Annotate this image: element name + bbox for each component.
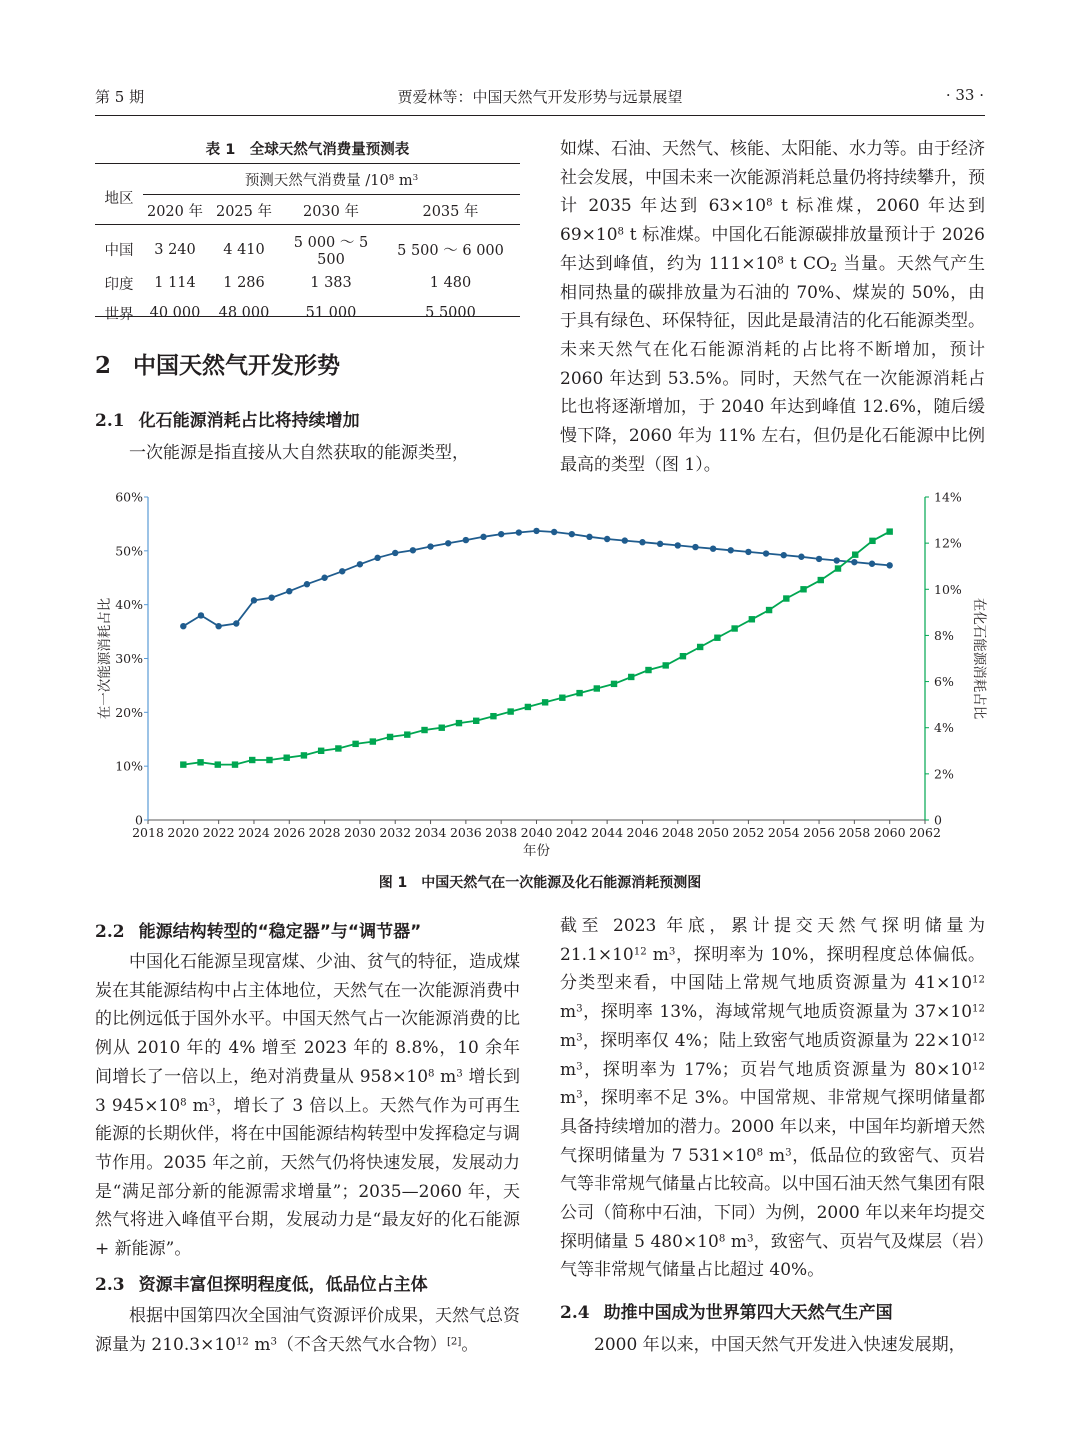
x-tick-label: 2050 — [697, 825, 729, 840]
x-tick-label: 2060 — [873, 825, 906, 840]
series-line — [183, 532, 889, 765]
left-end-text — [95, 1302, 520, 1359]
x-tick-label: 2062 — [909, 825, 941, 840]
table-cell: 5 5000 — [425, 305, 476, 321]
subsection-heading-2-4: 2.4 助推中国成为世界第四大天然气生产国 — [560, 1303, 893, 1323]
data-point-circle — [410, 547, 416, 553]
data-point-circle — [392, 550, 398, 556]
table-col-region: 地区 — [104, 191, 134, 207]
x-tick-label: 2018 — [132, 825, 164, 840]
data-point-circle — [198, 612, 204, 618]
data-point-circle — [851, 559, 857, 565]
data-point-circle — [251, 597, 257, 603]
data-point-square — [783, 595, 789, 601]
data-point-circle — [268, 594, 274, 600]
data-point-circle — [604, 536, 610, 542]
table-year: 2025 年 — [215, 204, 272, 220]
x-tick-label: 2024 — [238, 825, 270, 840]
table-cell: 48 000 — [218, 305, 270, 321]
data-point-circle — [180, 623, 186, 629]
data-point-square — [835, 565, 841, 571]
data-point-circle — [321, 575, 327, 581]
data-point-square — [249, 757, 255, 763]
data-point-square — [232, 761, 238, 767]
data-point-circle — [798, 554, 804, 560]
data-point-square — [387, 734, 393, 740]
x-tick-label: 2056 — [803, 825, 835, 840]
y-right-tick-label: 12% — [934, 535, 962, 551]
y-left-tick-label: 20% — [115, 704, 143, 720]
y-left-tick-label: 60% — [115, 489, 143, 505]
data-point-circle — [480, 534, 486, 540]
x-tick-label: 2034 — [414, 825, 447, 840]
subsection-heading-2-1: 2.1 化石能源消耗占比将持续增加 — [95, 411, 360, 431]
table-cell: 1 383 — [310, 275, 352, 291]
data-point-circle — [463, 537, 469, 543]
right-end-text — [560, 1331, 985, 1360]
running-title: 贾爱林等：中国天然气开发形势与远景展望 — [397, 88, 683, 106]
data-point-circle — [728, 547, 734, 553]
y-left-axis-title: 在一次能源消耗占比 — [97, 597, 113, 720]
data-point-square — [215, 761, 221, 767]
data-point-circle — [533, 528, 539, 534]
x-tick-label: 2046 — [626, 825, 659, 840]
data-point-circle — [498, 531, 504, 537]
x-tick-label: 2030 — [344, 825, 376, 840]
data-point-circle — [339, 568, 345, 574]
y-right-tick-label: 0 — [934, 812, 942, 828]
table-cell: 1 286 — [223, 275, 265, 291]
table-cell-region: 中国 — [104, 243, 134, 259]
data-point-circle — [304, 581, 310, 587]
data-point-square — [490, 713, 496, 719]
data-point-circle — [357, 561, 363, 567]
data-point-square — [507, 708, 513, 714]
data-point-square — [766, 607, 772, 613]
table-cell: 4 410 — [223, 241, 265, 258]
x-tick-label: 2042 — [555, 825, 588, 840]
subsection-heading-2-3: 2.3 资源丰富但探明程度低，低品位占主体 — [95, 1275, 428, 1295]
data-point-square — [301, 752, 307, 758]
data-point-square — [818, 577, 824, 583]
data-point-circle — [657, 541, 663, 547]
data-point-square — [542, 699, 548, 705]
data-point-square — [456, 720, 462, 726]
data-point-square — [335, 745, 341, 751]
data-point-circle — [427, 543, 433, 549]
data-point-circle — [551, 529, 557, 535]
table-cell: 1 114 — [154, 275, 196, 291]
data-point-circle — [781, 552, 787, 558]
right-bottom-text — [560, 912, 985, 1285]
data-point-circle — [869, 561, 875, 567]
x-tick-label: 2040 — [520, 825, 553, 840]
right-top-text — [560, 135, 985, 479]
y-right-tick-label: 4% — [934, 720, 954, 736]
paragraph: 截至 2023 年底，累计提交天然气探明储量为 $21.1\times 10^{12}$ $m^3$，探明率为 10%，探明程度总体偏低。分类型来看，中国陆上常规气地质资源量为 $41\times 10^{12}$ $m^3$，探明率 13%，海域常规气地质资源量为 $37\times 10^{12}$ $m^3$，探明率仅 4%；陆上致密气地质资源量为 $22\times 10^{12}$ $m^3$，探明率为 17%；页岩气地质资源量为 $80\times 10^{12}$ $m^3$，探明率不足 3%。中国常规、非常规气探明储量都具备持续增加的潜力。2000 年以来，中国年均新增天然气探明储量为 7 $531\times 10^8$ $m^3$，低品位的致密气、页岩气等非常规气储量占比较高。以中国石油天然气集团有限公司（简称中石油，下同）为例，2000 年以来年均提交探明储量 5 $480\times 10^8$ $m^3$，致密气、页岩气及煤层（岩）气等非常规气储量占比超过 40%。 — [560, 916, 986, 1281]
figure-caption: 图 1 中国天然气在一次能源及化石能源消耗预测图 — [378, 875, 702, 891]
x-tick-label: 2026 — [273, 825, 306, 840]
table-cell: 3 240 — [154, 241, 196, 258]
x-tick-label: 2058 — [838, 825, 871, 840]
data-point-square — [749, 616, 755, 622]
data-point-circle — [586, 534, 592, 540]
data-point-square — [594, 685, 600, 691]
data-point-square — [283, 755, 289, 761]
table-cell: 1 480 — [429, 275, 472, 291]
table-row — [95, 298, 520, 328]
paragraph: 2000 年以来，中国天然气开发进入快速发展期， — [594, 1335, 966, 1355]
data-point-circle — [834, 557, 840, 563]
left-bottom-text — [95, 948, 520, 1264]
y-right-tick-label: 6% — [934, 674, 954, 690]
table-year: 2030 年 — [302, 204, 359, 220]
x-tick-label: 2036 — [449, 825, 482, 840]
data-point-circle — [710, 545, 716, 551]
x-tick-label: 2054 — [767, 825, 800, 840]
data-point-circle — [516, 529, 522, 535]
table-top-rule — [95, 163, 520, 164]
x-tick-label: 2032 — [379, 825, 412, 840]
data-point-circle — [233, 620, 239, 626]
y-left-tick-label: 40% — [115, 597, 143, 613]
table-cell: 51 000 — [305, 305, 357, 321]
data-point-circle — [763, 550, 769, 556]
x-axis-title: 年份 — [523, 843, 550, 859]
y-right-tick-label: 2% — [934, 766, 954, 782]
data-point-square — [886, 528, 892, 534]
x-tick-label: 2038 — [485, 825, 518, 840]
table-row — [95, 231, 520, 268]
data-point-square — [628, 674, 634, 680]
y-left-tick-label: 30% — [115, 651, 143, 666]
data-point-square — [352, 741, 358, 747]
data-point-square — [525, 704, 531, 710]
table-cell-region: 印度 — [104, 276, 134, 293]
table-title: 表 1 全球天然气消费量预测表 — [205, 142, 410, 158]
data-point-circle — [639, 539, 645, 545]
data-point-circle — [622, 537, 628, 543]
data-point-circle — [286, 588, 292, 594]
data-point-square — [800, 586, 806, 592]
data-point-square — [197, 759, 203, 765]
data-point-square — [852, 551, 858, 557]
table-cell: 5 000 ～ 5 500 — [293, 235, 369, 268]
paragraph: 如煤、石油、天然气、核能、太阳能、水力等。由于经济社会发展，中国未来一次能源消耗总量仍将持续攀升，预计 2035 年达到 $63\times 10^8$ t 标准煤，2060 年达到 $69\times 10^8$ t 标准煤。中国化石能源碳排放量预计于 2026 年达到峰值，约为 $111\times 10^8$ t $CO_2$ 当量。天然气产生相同热量的碳排放量为石油的 70%、煤炭的 50%，由于具有绿色、环保特征，因此是最清洁的化石能源类型。未来天然气在化石能源消耗的占比将不断增加，预计 2060 年达到 53.5%。同时，天然气在一次能源消耗占比也将逐渐增加，于 2040 年达到峰值 12.6%，随后缓慢下降，2060 年为 11% 左右，但仍是化石能源中比例最高的类型（图 1）。 — [560, 139, 986, 475]
data-point-square — [404, 731, 410, 737]
data-point-square — [869, 538, 875, 544]
data-point-square — [645, 667, 651, 673]
data-point-square — [266, 757, 272, 763]
x-tick-label: 2022 — [202, 825, 235, 840]
table-year: 2020 年 — [146, 204, 203, 220]
table-year: 2035 年 — [422, 204, 479, 220]
data-point-square — [611, 681, 617, 687]
series-line — [183, 531, 889, 626]
x-tick-label: 2048 — [661, 825, 694, 840]
issue-label: 第 5 期 — [95, 88, 145, 106]
data-point-square — [370, 738, 376, 744]
data-point-square — [180, 761, 186, 767]
data-point-square — [318, 748, 324, 754]
data-point-square — [714, 635, 720, 641]
data-point-circle — [692, 544, 698, 550]
y-right-axis-title: 在化石能源消耗占比 — [971, 597, 987, 720]
data-point-circle — [675, 542, 681, 548]
table-cell: 40 000 — [149, 305, 201, 321]
data-point-circle — [745, 549, 751, 555]
x-tick-label: 2044 — [591, 825, 624, 840]
paragraph: 中国化石能源呈现富煤、少油、贫气的特征，造成煤炭在其能源结构中占主体地位，天然气在一次能源消费中的比例远低于国外水平。中国天然气占一次能源消费的比例从 2010 年的 4% 增至 2023 年的 8.8%，10 余年间增长了一倍以上，绝对消费量从 $958\times 10^8$ $m^3$ 增长到 3 $945\times 10^8$ $m^3$，增长了 3 倍以上。天然气作为可再生能源的长期伙伴，将在中国能源结构转型中发挥稳定与调节作用。2035 年之前，天然气仍将快速发展，发展动力是“满足部分新的能源需求增量”；2035—2060 年，天然气将进入峰值平台期，发展动力是“最友好的化石能源 + 新能源”。 — [95, 952, 520, 1260]
section-heading: 2 中国天然气开发形势 — [95, 352, 341, 379]
data-point-square — [697, 644, 703, 650]
subsection-heading-2-2: 2.2 能源结构转型的“稳定器”与“调节器” — [95, 922, 422, 942]
x-tick-label: 2020 — [167, 825, 200, 840]
data-point-square — [439, 725, 445, 731]
data-point-square — [680, 653, 686, 659]
data-point-square — [731, 625, 737, 631]
paragraph: 一次能源是指直接从大自然获取的能源类型， — [129, 443, 469, 463]
data-point-circle — [215, 623, 221, 629]
table-cell: 5 500 ～ 6 000 — [397, 243, 504, 259]
y-left-tick-label: 10% — [115, 758, 143, 774]
data-point-square — [473, 718, 479, 724]
y-right-tick-label: 10% — [934, 581, 962, 597]
data-point-circle — [374, 555, 380, 561]
y-left-tick-label: 0 — [135, 812, 143, 828]
table-group-rule — [143, 194, 520, 195]
figure-1-chart — [0, 480, 1080, 865]
data-point-circle — [886, 562, 892, 568]
table-row — [95, 268, 520, 298]
y-right-tick-label: 14% — [934, 489, 962, 505]
page-number: · 33 · — [945, 86, 984, 104]
y-right-tick-label: 8% — [934, 627, 954, 643]
table-header-row — [95, 198, 520, 223]
data-point-circle — [569, 531, 575, 537]
data-point-square — [559, 695, 565, 701]
table-col-group: 预测天然气消费量 $/10^8$ $m^3$ — [244, 173, 419, 189]
table-cell-region: 世界 — [104, 306, 134, 323]
consumption-table — [95, 198, 520, 328]
x-tick-label: 2052 — [732, 825, 765, 840]
data-point-square — [421, 727, 427, 733]
data-point-circle — [816, 556, 822, 562]
data-point-square — [663, 662, 669, 668]
x-tick-label: 2028 — [308, 825, 341, 840]
paragraph: 根据中国第四次全国油气资源评价成果，天然气总资源量为 $210.3\times 10^{12}$ $m^3$（不含天然气水合物）[2]。 — [95, 1306, 520, 1355]
header-rule — [95, 115, 985, 116]
data-point-square — [576, 690, 582, 696]
left-top-text — [95, 439, 520, 468]
y-left-tick-label: 50% — [115, 543, 143, 559]
data-point-circle — [445, 540, 451, 546]
